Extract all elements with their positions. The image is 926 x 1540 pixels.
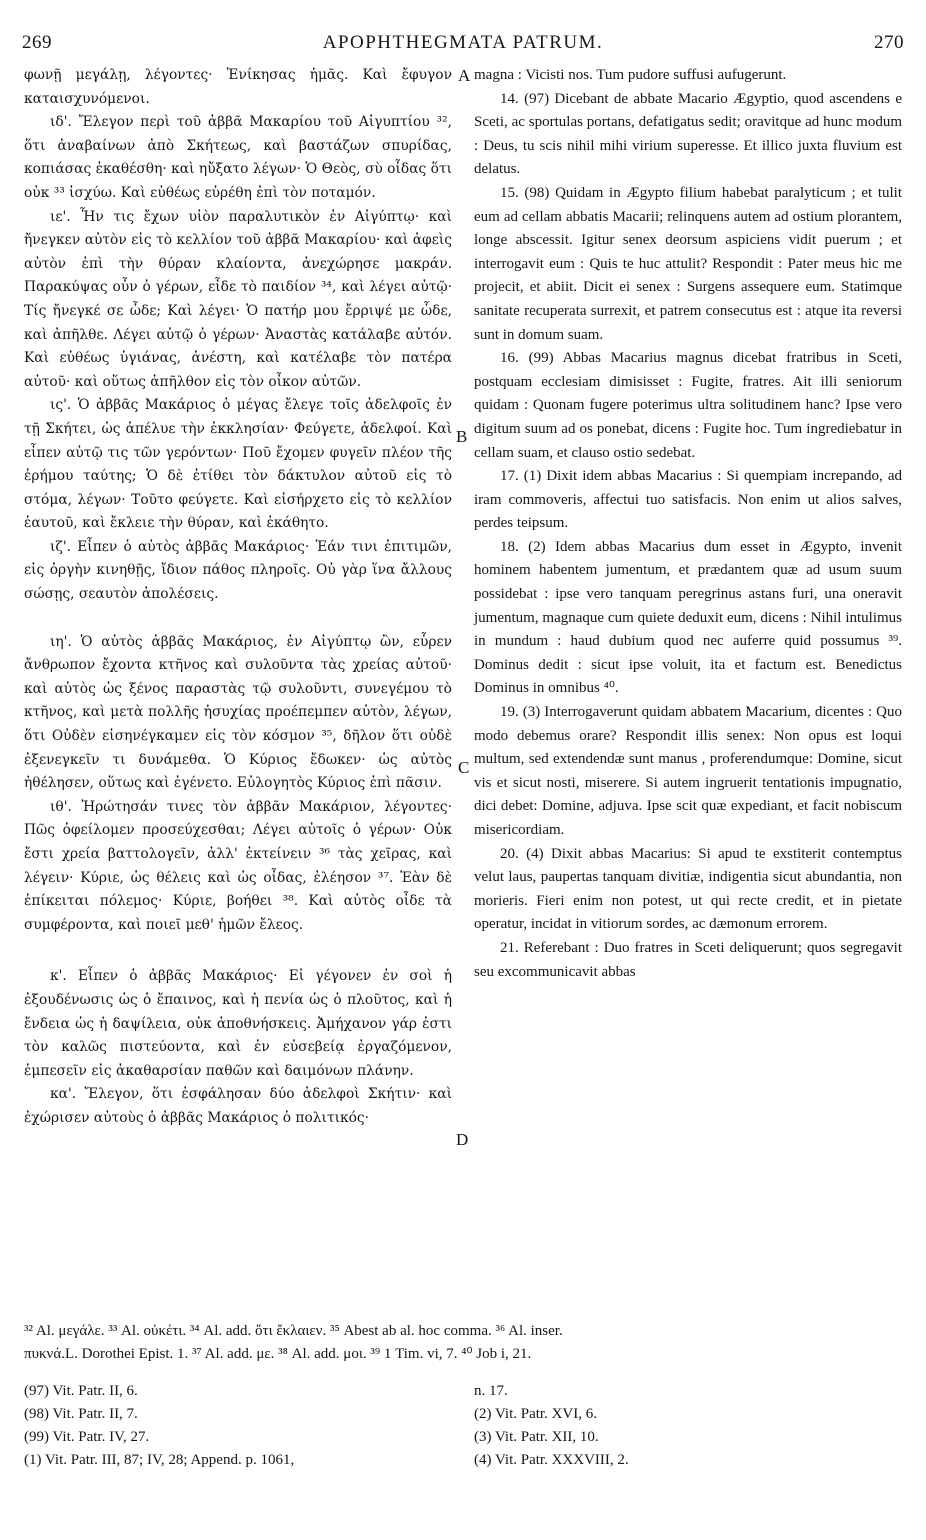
margin-marker-b: B xyxy=(456,427,468,446)
page-number-right: 270 xyxy=(874,32,904,53)
reference-item: (3) Vit. Patr. XII, 10. xyxy=(474,1429,599,1445)
reference-item: (98) Vit. Patr. II, 7. xyxy=(24,1406,138,1422)
latin-paragraph: 18. (2) Idem abbas Macarius dum esset in Ægypto, invenit hominem habentem jumentum, et prædantem quæ ad usum suum possidebat : ipse vero tanquam peregrinus astans furi, una oneravit jumentum, magnaque cum quiete deduxit eum, dicens : Nihil intulimus in mundum : haud dubium quod nec auferre quid possumus ³⁹. Dominus dedit : sicut ipse voluit, ita et factum est. Benedictus Dominus in omnibus ⁴⁰. xyxy=(474,538,902,697)
latin-paragraph: 19. (3) Interrogaverunt quidam abbatem Macarium, dicentes : Quo modo debemus orare? Respondit illis senex: Non opus est loqui multum, sed extendendæ sunt manus , proferendumque: Domine, sicut vis et sicut nosti, miserere. Si autem ingruerit tentationis impugnatio, dici debet: Domine, adjuva. Ipse scit quæ expediant, et facit nobiscum misericordiam. xyxy=(474,704,902,838)
margin-marker-d: D xyxy=(456,1130,469,1149)
footnote-line: πυκνά.L. Dorothei Epist. 1. ³⁷ Al. add. με. ³⁸ Al. add. μοι. ³⁹ 1 Tim. vi, 7. ⁴⁰ Job i, 21. xyxy=(24,1346,532,1362)
latin-paragraph: 17. (1) Dixit idem abbas Macarius : Si quempiam increpando, ad iram commoveris, affectui tuo satisfacis. Non enim ut alios salves, perdes teipsum. xyxy=(474,468,902,532)
reference-item: (2) Vit. Patr. XVI, 6. xyxy=(474,1406,597,1422)
latin-paragraph: 14. (97) Dicebant de abbate Macario Ægyptio, quod ascendens e Sceti, ac sportulas portans, defatigatus sedit; oravitque ad hunc modum : Deus, tu scis nihil mihi virium superesse. Et illico juxta fluvium est delatus. xyxy=(474,90,902,178)
margin-marker-a: A xyxy=(458,66,471,85)
latin-paragraph: 16. (99) Abbas Macarius magnus dicebat fratribus in Sceti, postquam ecclesiam dimisisset : Fugite, fratres. Ait illi seniorum quidam : Quonam fugere poterimus ultra solitudinem hanc? Ipse vero digitum suum ad os ponebat, dicens : Fugite hoc. Tum ingrediebatur in cellam suam, et clauso ostio sedebat. xyxy=(474,350,902,461)
reference-item: (1) Vit. Patr. III, 87; IV, 28; Append. p. 1061, xyxy=(24,1452,295,1468)
spacer xyxy=(24,607,452,631)
footnote-line: ³² Al. μεγάλε. ³³ Al. οὐκέτι. ³⁴ Al. add. ὅτι ἔκλαιεν. ³⁵ Abest ab al. hoc comma. ³⁶ Al. inser. xyxy=(24,1323,563,1339)
latin-column xyxy=(474,64,902,984)
greek-paragraph: ιδ'. Ἔλεγον περὶ τοῦ ἀββᾶ Μακαρίου τοῦ Αἰγυπτίου ³², ὅτι ἀναβαίνων ἀπὸ Σκήτεως, καὶ βαστάζων σπυρίδας, κοπιάσας ἐκαθέσθη· καὶ ηὔξατο λέγων· Ὁ Θεὸς, σὺ οἶδας ὅτι οὐκ ³³ ἰσχύω. Καὶ εὐθέως εὑρέθη ἐπὶ τὸν ποταμόν. xyxy=(24,114,452,201)
latin-paragraph: 21. Referebant : Duo fratres in Sceti deliquerunt; quos segregavit seu excommunicavit abbas xyxy=(474,939,902,980)
greek-paragraph: ιζ'. Εἶπεν ὁ αὐτὸς ἀββᾶς Μακάριος· Ἐάν τινι ἐπιτιμῶν, εἰς ὀργὴν κινηθῇς, ἴδιον πάθος πληροῖς. Οὐ γὰρ ἵνα ἄλλους σώσῃς, σεαυτὸν ἀπολέσεις. xyxy=(24,538,452,603)
latin-paragraph: magna : Vicisti nos. Tum pudore suffusi aufugerunt. xyxy=(474,67,787,83)
page-number-left: 269 xyxy=(22,32,52,53)
reference-item: (99) Vit. Patr. IV, 27. xyxy=(24,1429,150,1445)
greek-paragraph: ιε'. Ἦν τις ἔχων υἱὸν παραλυτικὸν ἐν Αἰγύπτῳ· καὶ ἤνεγκεν αὐτὸν εἰς τὸ κελλίον τοῦ ἀββᾶ Μακαρίου· καὶ ἀφεὶς αὐτὸν ἐπὶ τὴν θύραν κλαίοντα, ἀνεχώρησε μακράν. Παρακύψας οὖν ὁ γέρων, εἶδε τὸ παιδίον ³⁴, καὶ λέγει αὐτῷ· Τίς ἤνεγκέ σε ὧδε; Καὶ λέγει· Ὁ πατήρ μου ἔρριψέ με ὧδε, καὶ ἀπῆλθε. Λέγει αὐτῷ ὁ γέρων· Ἀναστὰς κατάλαβε αὐτόν. Καὶ εὐθέως ὑγιάνας, ἀνέστη, καὶ κατέλαβε τὸν πατέρα αὐτοῦ· καὶ οὕτως ἀπῆλθον εἰς τὸν οἶκον αὐτῶν. xyxy=(24,208,452,390)
references-left xyxy=(24,1380,454,1472)
greek-paragraph: ιη'. Ὁ αὐτὸς ἀββᾶς Μακάριος, ἐν Αἰγύπτῳ ὢν, εὗρεν ἄνθρωπον ἔχοντα κτῆνος καὶ συλοῦντα τὰς χρείας αὐτοῦ· καὶ αὐτὸς ὡς ξένος παραστὰς τῷ συλοῦντι, συνεγέμου τὸ κτῆνος, καὶ μετὰ πολλῆς ἡσυχίας προέπεμπεν αὐτὸν, λέγων, ὅτι Οὐδὲν εἰσηνέγκαμεν εἰς τὸν κόσμον ³⁵, δῆλον ὅτι οὐδὲ ἐξενεγκεῖν τι δυνάμεθα. Ὁ Κύριος ἔδωκεν· ὡς αὐτὸς ἠθέλησεν, οὕτως καὶ ἐγένετο. Εὐλογητὸς Κύριος ἐπὶ πᾶσιν. xyxy=(24,633,452,792)
greek-column xyxy=(24,64,452,1131)
latin-paragraph: 15. (98) Quidam in Ægypto filium habebat paralyticum ; et tulit eum ad cellam abbatis Macarii; relinquens autem ad ostium plorantem, longe abscessit. Igitur senex deorsum aspiciens vidit puerum ; et interrogavit eum : Quis te huc attulit? Respondit : Pater meus hic me projecit, et abiit. Dicit ei senex : Surgens assequere eum. Statimque sanitate recuperata surrexit, et patrem consecutus est : atque ita reversi sunt in domum suam. xyxy=(474,184,902,343)
footnotes xyxy=(24,1320,902,1366)
references-right xyxy=(474,1380,902,1472)
greek-paragraph: κα'. Ἔλεγον, ὅτι ἐσφάλησαν δύο ἀδελφοὶ Σκήτιν· καὶ ἐχώρισεν αὐτοὺς ὁ ἀββᾶς Μακάριος ὁ πολιτικός· xyxy=(24,1086,452,1126)
greek-paragraph: ις'. Ὁ ἀββᾶς Μακάριος ὁ μέγας ἔλεγε τοῖς ἀδελφοῖς ἐν τῇ Σκήτει, ὡς ἀπέλυε τὴν ἐκκλησίαν· Φεύγετε, ἀδελφοί. Καὶ εἶπεν αὐτῷ τις τῶν γερόντων· Ποῦ ἔχομεν φυγεῖν πλέον τῆς ἐρήμου ταύτης; Ὁ δὲ ἐτίθει τὸν δάκτυλον αὐτοῦ εἰς τὸ στόμα, λέγων· Τοῦτο φεύγετε. Καὶ εἰσήρχετο εἰς τὸ κελλίον ἑαυτοῦ, καὶ ἔκλειε τὴν θύραν, καὶ ἐκάθητο. xyxy=(24,397,452,532)
running-title: APOPHTHEGMATA PATRUM. xyxy=(322,32,604,53)
latin-paragraph: 20. (4) Dixit abbas Macarius: Si apud te exstiterit contemptus velut laus, paupertas tanquam divitiæ, indigentia sicut abundantia, non morieris. Fieri enim non potest, ut qui recte credit, et in pietate operatur, incidat in vitiorum sordes, ac dæmonum errorem. xyxy=(474,845,902,933)
reference-item: (97) Vit. Patr. II, 6. xyxy=(24,1383,138,1399)
running-header xyxy=(22,32,904,58)
greek-paragraph: ιθ'. Ἠρώτησάν τινες τὸν ἀββᾶν Μακάριον, λέγοντες· Πῶς ὀφείλομεν προσεύχεσθαι; Λέγει αὐτοῖς ὁ γέρων· Οὐκ ἔστι χρεία βαττολογεῖν, ἀλλ' ἐκτείνειν ³⁶ τὰς χεῖρας, καὶ λέγειν· Κύριε, ὡς θέλεις καὶ ὡς οἶδας, ἐλέησον ³⁷. Ἐὰν δὲ ἐπίκειται πόλεμος· Κύριε, βοήθει ³⁸. Καὶ αὐτὸς οἶδε τὰ συμφέροντα, καὶ ποιεῖ μεθ' ἡμῶν ἔλεος. xyxy=(24,798,452,933)
reference-item: n. 17. xyxy=(474,1383,508,1399)
greek-paragraph: κ'. Εἶπεν ὁ ἀββᾶς Μακάριος· Εἰ γέγονεν ἐν σοὶ ἡ ἐξουδένωσις ὡς ὁ ἔπαινος, καὶ ἡ πενία ὡς ὁ πλοῦτος, καὶ ἡ ἔνδεια ὡς ἡ δαψίλεια, οὐκ ἀποθνήσκεις. Ἀμήχανον γάρ ἐστι τὸν καλῶς πιστεύοντα, καὶ ἐν εὐσεβείᾳ ἐργαζόμενον, ἐμπεσεῖν εἰς ἀκαθαρσίαν παθῶν καὶ δαιμόνων πλάνην. xyxy=(24,968,452,1079)
greek-paragraph: φωνῇ μεγάλῃ, λέγοντες· Ἐνίκησας ἡμᾶς. Καὶ ἔφυγον καταισχυνόμενοι. xyxy=(24,67,452,107)
margin-marker-c: C xyxy=(458,758,470,777)
spacer xyxy=(24,937,452,965)
reference-item: (4) Vit. Patr. XXXVIII, 2. xyxy=(474,1452,629,1468)
